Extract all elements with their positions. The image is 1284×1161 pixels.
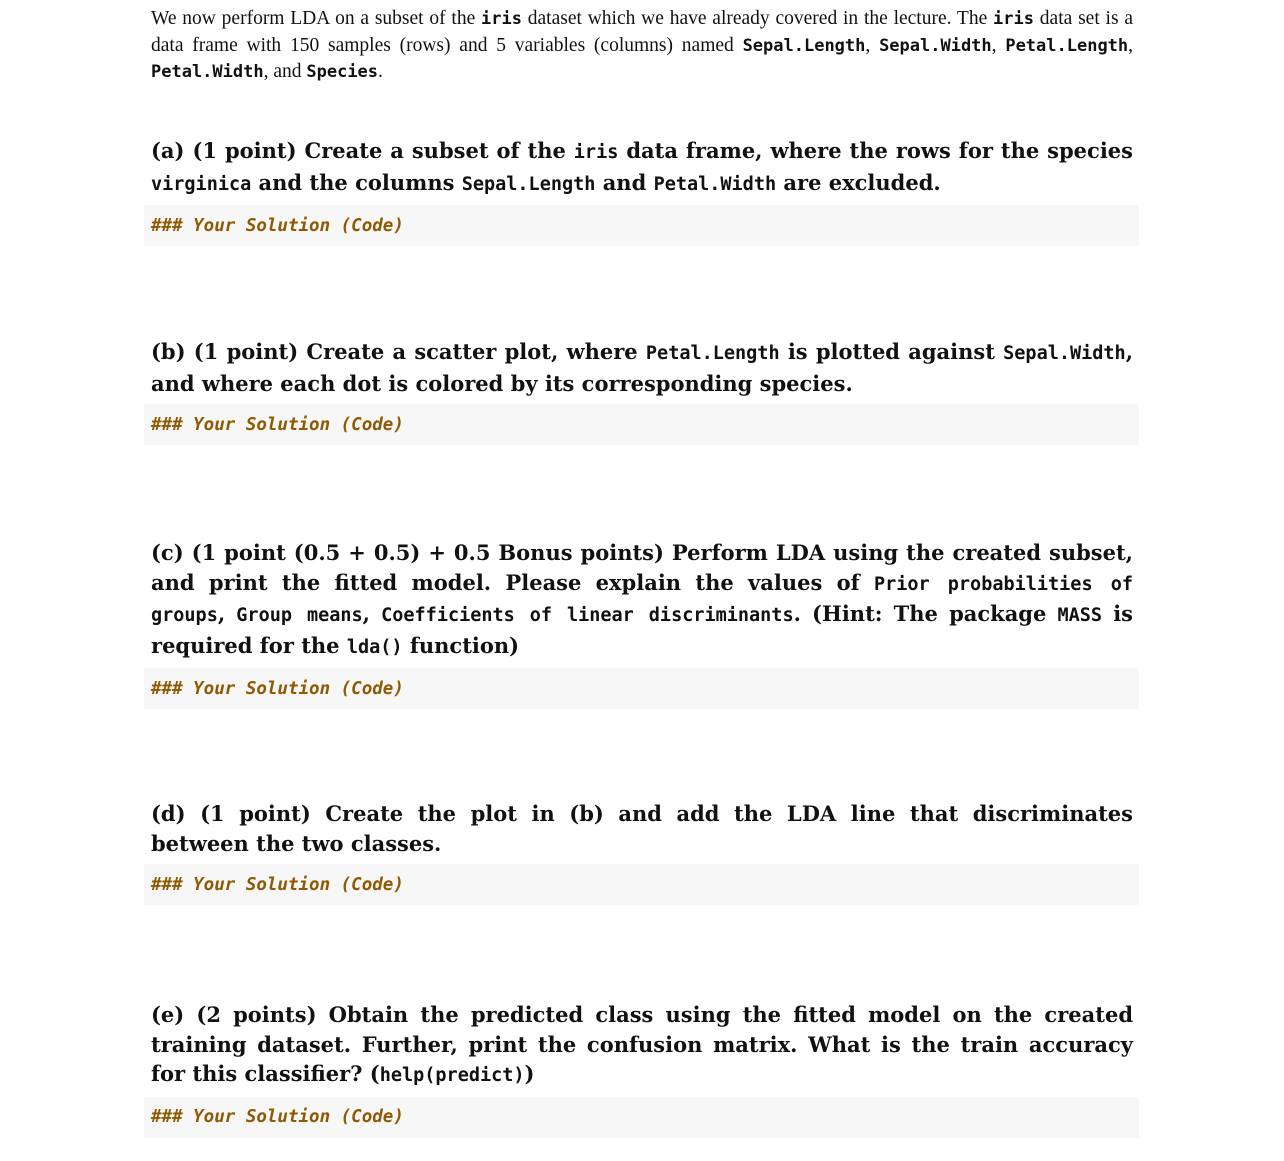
code-block-d[interactable]: [144, 864, 1139, 905]
intro-code-species: Species: [306, 62, 379, 82]
question-text: data frame, where the rows for the species: [618, 138, 1133, 163]
question-d-text: [151, 799, 1133, 858]
code-sepal-width: Sepal.Width: [1003, 343, 1126, 364]
document-page: [151, 6, 1134, 1127]
question-a: [151, 136, 1133, 246]
intro-text: ,: [1128, 34, 1134, 56]
intro-text: data set is a data frame with 150 samples (rows) and 5 variables (columns) named: [151, 8, 1133, 56]
question-c: [151, 538, 1133, 709]
intro-code-iris: iris: [481, 9, 522, 29]
question-text: and the columns: [251, 169, 462, 195]
code-comment: ### Your Solution (Code): [151, 414, 404, 435]
intro-code-petal-length: Petal.Length: [1005, 35, 1129, 56]
question-text: are excluded.: [776, 169, 941, 195]
code-sepal-length: Sepal.Length: [461, 173, 596, 195]
intro-text: , and: [263, 61, 307, 82]
code-coefficients: Coefficients of linear discriminants: [381, 605, 794, 626]
intro-text: dataset which we have already covered in the lecture. The: [521, 8, 994, 29]
question-e: [151, 1000, 1133, 1138]
code-block-b[interactable]: [144, 404, 1139, 445]
question-text: ): [524, 1061, 535, 1086]
question-e-text: [151, 1000, 1133, 1091]
code-comment: ### Your Solution (Code): [151, 678, 404, 699]
intro-code-petal-width: Petal.Width: [151, 62, 264, 82]
code-comment: ### Your Solution (Code): [151, 1107, 404, 1127]
question-text: (c) (1 point (0.5 + 0.5) + 0.5 Bonus points) Perform LDA using the created subset, and print the fitted model. Please explain the values of: [151, 540, 1133, 595]
code-help-predict: help(predict): [379, 1065, 525, 1086]
question-text: (b) (1 point) Create a scatter plot, where: [151, 339, 646, 364]
question-a-text: [151, 136, 1133, 199]
question-d: [151, 799, 1133, 905]
question-b: [151, 337, 1133, 445]
question-text: , and where each dot is colored by its corresponding species.: [151, 339, 1133, 396]
code-lda: lda(): [346, 636, 403, 658]
code-block-c[interactable]: [144, 668, 1139, 709]
intro-text: .: [378, 61, 383, 82]
question-b-text: [151, 337, 1133, 398]
code-virginica: virginica: [151, 173, 252, 195]
intro-text: ,: [991, 34, 1006, 56]
question-text: . (Hint: The package: [793, 601, 1058, 626]
code-group-means: Group means: [236, 605, 363, 626]
code-prior-probabilities: Prior probabilities of groups: [151, 573, 1133, 626]
intro-text: ,: [865, 34, 880, 56]
intro-paragraph: [151, 6, 1133, 86]
intro-text: We now perform LDA on a subset of the: [151, 8, 482, 29]
question-text: (a) (1 point) Create a subset of the: [151, 138, 574, 163]
code-block-e[interactable]: [144, 1097, 1139, 1138]
question-text: is required for the: [151, 601, 1134, 658]
code-block-a[interactable]: [144, 205, 1139, 246]
code-petal-length: Petal.Length: [645, 343, 780, 364]
code-comment: ### Your Solution (Code): [151, 874, 404, 895]
question-text: ,: [217, 601, 237, 626]
intro-code-sepal-width: Sepal.Width: [879, 35, 992, 56]
code-mass: MASS: [1057, 605, 1103, 626]
question-text: is plotted against: [779, 339, 1004, 364]
intro-code-iris: iris: [993, 9, 1034, 29]
code-iris: iris: [573, 142, 619, 163]
code-petal-width: Petal.Width: [653, 173, 777, 195]
question-text: (e) (2 points) Obtain the predicted class using the fitted model on the created training dataset. Further, print the confusion matrix. What is the train accuracy for this classifier? (: [151, 1002, 1133, 1086]
code-comment: ### Your Solution (Code): [151, 215, 404, 236]
question-text: ,: [362, 601, 382, 626]
question-c-text: [151, 538, 1133, 662]
question-text: (d) (1 point) Create the plot in (b) and add the LDA line that discriminates between the two classes.: [151, 801, 1133, 856]
intro-code-sepal-length: Sepal.Length: [742, 35, 866, 56]
question-text: function): [402, 632, 520, 658]
question-text: and: [595, 169, 654, 195]
